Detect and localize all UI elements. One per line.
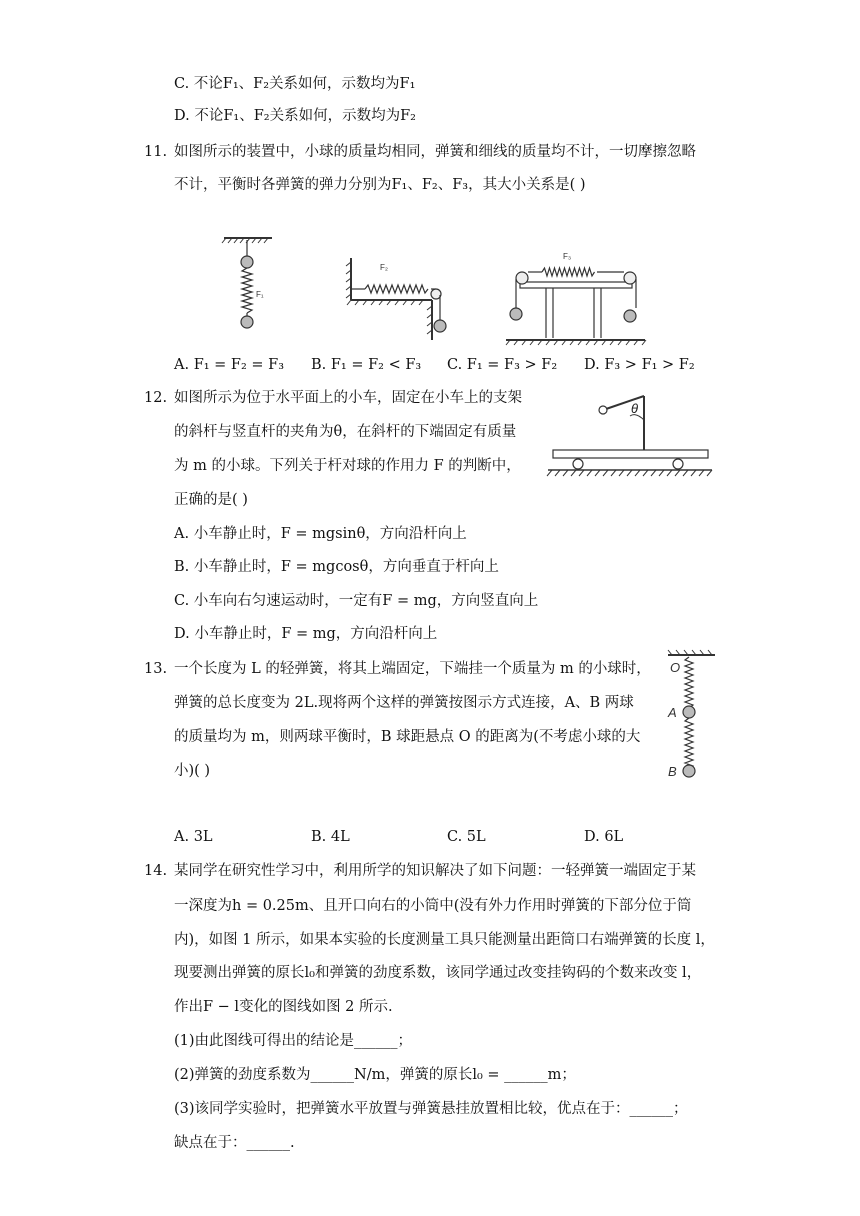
q12-option-a: A. 小车静止时，F = mgsinθ，方向沿杆向上 [174,526,467,542]
q14-number: 14. [144,863,168,879]
q12-stem-line-1: 如图所示为位于水平面上的小车，固定在小车上的支架 [174,390,522,406]
q12-option-d: D. 小车静止时，F = mg，方向沿杆向上 [174,626,438,642]
q13-stem-line-1: 一个长度为 L 的轻弹簧，将其上端固定，下端挂一个质量为 m 的小球时， [174,661,651,677]
q10-option-c: C. 不论F₁、F₂关系如何，示数均为F₁ [174,76,416,92]
q11-option-d: D. F₃ > F₁ > F₂ [584,357,695,373]
q11-stem-line-2: 不计，平衡时各弹簧的弹力分别为F₁、F₂、F₃，其大小关系是( ) [174,177,586,193]
q13-number: 13. [144,661,168,677]
q12-stem-line-3: 为 m 的小球。下列关于杆对球的作用力 F 的判断中， [174,458,521,474]
q11-number: 11. [144,144,168,160]
q10-option-d: D. 不论F₁、F₂关系如何，示数均为F₂ [174,108,416,124]
q11-option-b: B. F₁ = F₂ < F₃ [311,357,422,373]
q14-subquestion-1: (1)由此图线可得出的结论是______； [174,1033,413,1049]
q11-option-c: C. F₁ = F₃ > F₂ [447,357,558,373]
q14-subquestion-3-cont: 缺点在于：______. [174,1135,295,1151]
q12-number: 12. [144,390,168,406]
q13-label-a: A [668,705,677,720]
q11-fig2-label: F₂ [380,263,388,272]
q14-subquestion-2: (2)弹簧的劲度系数为______N/m，弹簧的原长l₀ = ______m； [174,1067,576,1083]
q11-fig3-label: F₃ [563,252,572,261]
q11-option-a: A. F₁ = F₂ = F₃ [174,357,285,373]
q14-line-3: 内)，如图 1 所示，如果本实验的长度测量工具只能测量出距筒口右端弹簧的长度 l， [174,932,715,948]
q11-fig1-label: F₁ [256,290,264,299]
q11-stem-line-1: 如图所示的装置中，小球的质量均相同，弹簧和细线的质量均不计，一切摩擦忽略 [174,144,696,160]
q13-stem-line-2: 弹簧的总长度变为 2L.现将两个这样的弹簧按图示方式连接，A、B 两球 [174,695,634,711]
q13-label-o: O [670,660,681,675]
q13-option-a: A. 3L [174,829,213,845]
q12-theta-label: θ [631,401,639,416]
q12-stem-line-4: 正确的是( ) [174,492,248,508]
q13-option-d: D. 6L [584,829,624,845]
q14-line-5: 作出F − l变化的图线如图 2 所示. [174,999,393,1015]
q13-stem-line-4: 小)( ) [174,763,211,779]
q13-label-b: B [668,764,677,779]
q13-option-c: C. 5L [447,829,486,845]
q12-option-c: C. 小车向右匀速运动时，一定有F = mg，方向竖直向上 [174,593,539,609]
q14-line-1: 某同学在研究性学习中，利用所学的知识解决了如下问题：一轻弹簧一端固定于某 [174,863,696,879]
q14-line-2: 一深度为h = 0.25m、且开口向右的小筒中(没有外力作用时弹簧的下部分位于筒 [174,898,692,914]
q14-line-4: 现要测出弹簧的原长l₀和弹簧的劲度系数，该同学通过改变挂钩码的个数来改变 l， [174,965,702,981]
q14-subquestion-3: (3)该同学实验时，把弹簧水平放置与弹簧悬挂放置相比较，优点在于：______； [174,1101,688,1117]
q13-stem-line-3: 的质量均为 m，则两球平衡时，B 球距悬点 O 的距离为(不考虑小球的大 [174,729,641,745]
q13-option-b: B. 4L [311,829,350,845]
q12-option-b: B. 小车静止时，F = mgcosθ，方向垂直于杆向上 [174,559,499,575]
q12-stem-line-2: 的斜杆与竖直杆的夹角为θ，在斜杆的下端固定有质量 [174,424,517,440]
